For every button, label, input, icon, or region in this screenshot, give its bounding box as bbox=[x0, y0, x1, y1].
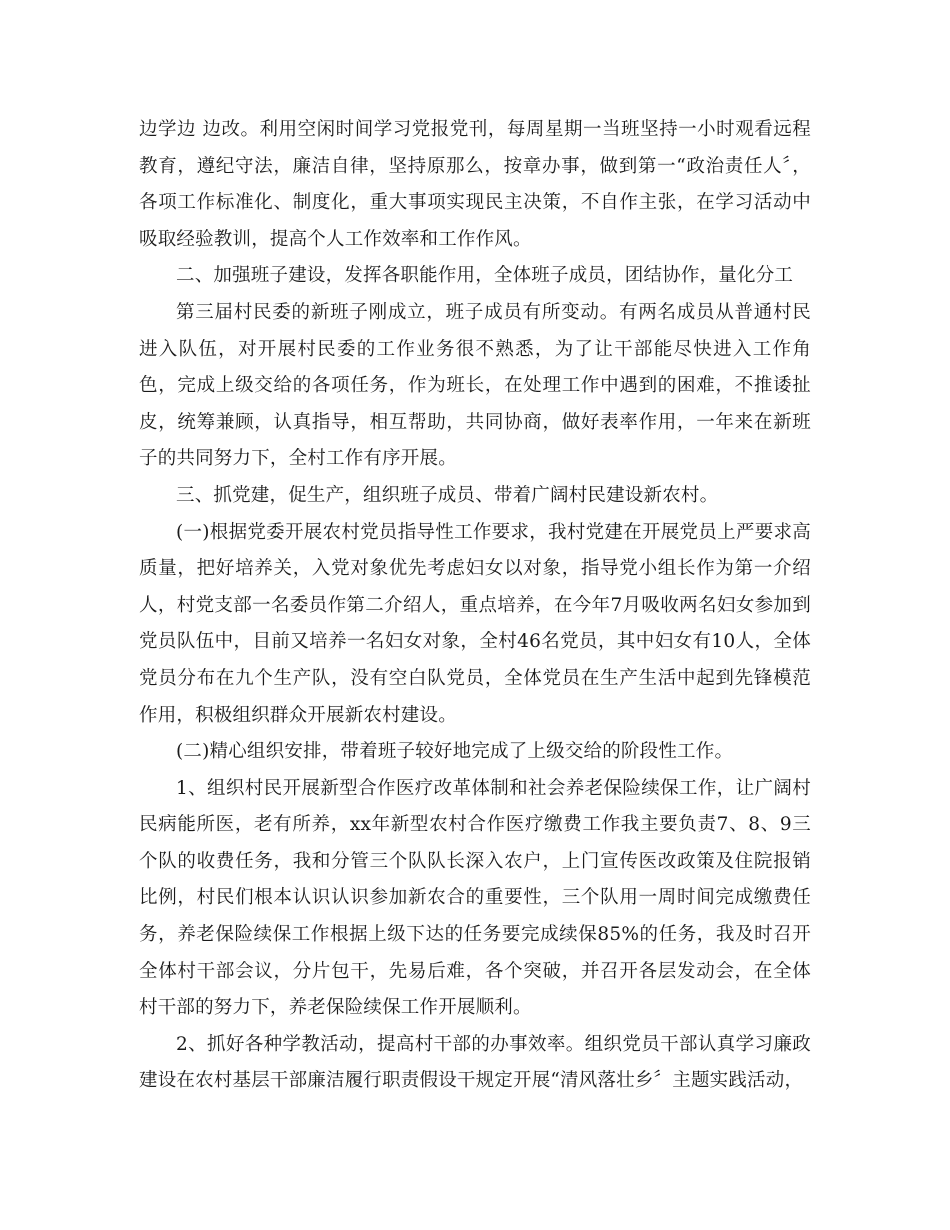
paragraph-education-activities: 2、抓好各种学教活动，提高村干部的办事效率。组织党员干部认真学习廉政建设在农村基层干部廉洁履行职责假设干规定开展“清风落壮乡〞主题实践活动， bbox=[139, 1033, 811, 1092]
paragraph-party-member-development: (一)根据党委开展农村党员指导性工作要求，我村党建在开展党员上严要求高质量，把好培养关，入党对象优先考虑妇女以对象，指导党小组长作为第一介绍人，村党支部一名委员作第二介绍人，重点培养，在今年7月吸收两名妇女参加到党员队伍中，目前又培养一名妇女对象，全村46名党员，其中妇女有10人，全体党员分布在九个生产队，没有空白队党员，全体党员在生产生活中起到先锋模范作用，积极组织群众开展新农村建设。 bbox=[139, 521, 811, 726]
heading-party-building: 三、抓党建，促生产，组织班子成员、带着广阔村民建设新农村。 bbox=[176, 484, 719, 506]
paragraph-medical-insurance: 1、组织村民开展新型合作医疗改革体制和社会养老保险续保工作，让广阔村民病能所医，老有所养，xx年新型农村合作医疗缴费工作我主要负责7、8、9三个队的收费任务，我和分管三个队队长深入农户，上门宣传医改政策及住院报销比例，村民们根本认识认识参加新农合的重要性，三个队用一周时间完成缴费任务，养老保险续保工作根据上级下达的任务要完成续保85%的任务，我及时召开全体村干部会议，分片包干，先易后难，各个突破，并召开各层发动会，在全体村干部的努力下，养老保险续保工作开展顺利。 bbox=[139, 777, 811, 1019]
paragraph-study-reform: 边学边 边改。利用空闲时间学习党报党刊，每周星期一当班坚持一小时观看远程教育，遵纪守法，廉洁自律，坚持原那么，按章办事，做到第一“政治责任人〞，各项工作标准化、制度化，重大事项实现民主决策，不自作主张，在学习活动中吸取经验教训，提高个人工作效率和工作作风。 bbox=[139, 119, 811, 250]
document-body bbox=[139, 112, 811, 1100]
paragraph-new-committee: 第三届村民委的新班子刚成立，班子成员有所变动。有两名成员从普通村民进入队伍，对开展村民委的工作业务很不熟悉，为了让干部能尽快进入工作角色，完成上级交给的各项任务，作为班长，在处理工作中遇到的困难，不推诿扯皮，统筹兼顾，认真指导，相互帮助，共同协商，做好表率作用，一年来在新班子的共同努力下，全村工作有序开展。 bbox=[139, 301, 811, 470]
heading-team-building: 二、加强班子建设，发挥各职能作用，全体班子成员，团结协作，量化分工 bbox=[176, 265, 794, 287]
heading-phase-work: (二)精心组织安排，带着班子较好地完成了上级交给的阶段性工作。 bbox=[176, 741, 734, 763]
